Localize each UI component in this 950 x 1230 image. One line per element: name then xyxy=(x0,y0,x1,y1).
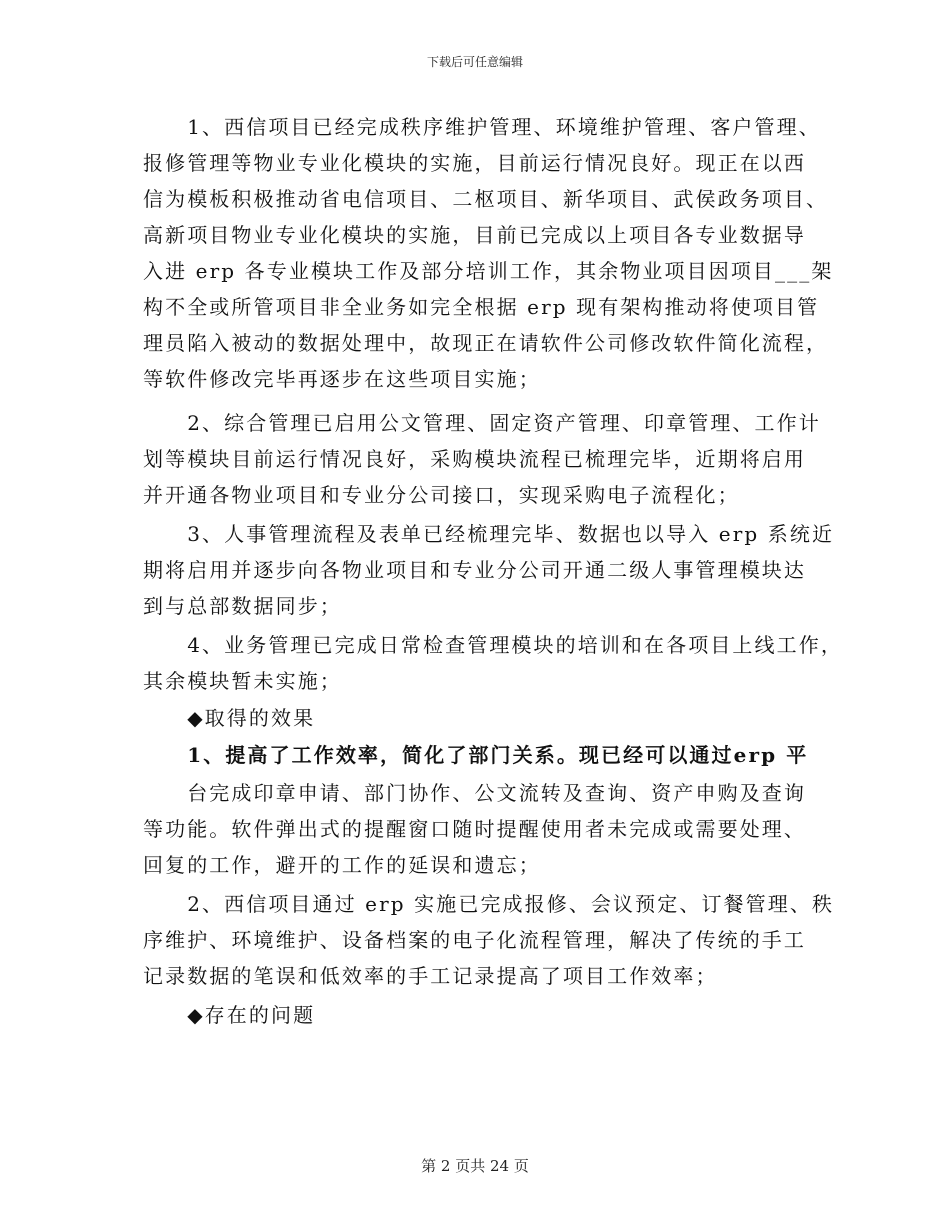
text-line: 信为模板积极推动省电信项目、二枢项目、新华项目、武侯政务项目、 xyxy=(143,187,829,211)
section-heading-results: ◆取得的效果 xyxy=(143,706,316,730)
text-line: 回复的工作，避开的工作的延误和遗忘； xyxy=(143,853,541,877)
bold-text-line: 1、提高了工作效率，简化了部门关系。现已经可以通过erp 平 xyxy=(143,743,809,767)
text-line: 并开通各物业项目和专业分公司接口，实现采购电子流程化； xyxy=(143,483,740,507)
section-heading-problems: ◆存在的问题 xyxy=(143,1003,316,1027)
text-line: 2、综合管理已启用公文管理、固定资产管理、印章管理、工作计 xyxy=(143,411,821,435)
text-line: 构不全或所管项目非全业务如完全根据 erp 现有架构推动将使项目管 xyxy=(143,295,820,319)
text-line: 1、西信项目已经完成秩序维护管理、环境维护管理、客户管理、 xyxy=(143,115,821,139)
text-line: 2、西信项目通过 erp 实施已完成报修、会议预定、订餐管理、秩 xyxy=(143,892,835,916)
text-line: 序维护、环境维护、设备档案的电子化流程管理，解决了传统的手工 xyxy=(143,928,806,952)
text-line: 其余模块暂未实施； xyxy=(143,669,342,693)
page-header: 下载后可任意编辑 xyxy=(426,55,523,69)
text-line: 理员陷入被动的数据处理中，故现正在请软件公司修改软件简化流程， xyxy=(143,331,829,355)
text-line: 期将启用并逐步向各物业项目和专业分公司开通二级人事管理模块达 xyxy=(143,558,806,582)
text-line: 等软件修改完毕再逐步在这些项目实施； xyxy=(143,367,541,391)
text-line: 划等模块目前运行情况良好，采购模块流程已梳理完毕，近期将启用 xyxy=(143,447,806,471)
text-line: 报修管理等物业专业化模块的实施，目前运行情况良好。现正在以西 xyxy=(143,151,806,175)
text-line: 记录数据的笔误和低效率的手工记录提高了项目工作效率； xyxy=(143,964,718,988)
text-line: 3、人事管理流程及表单已经梳理完毕、数据也以导入 erp 系统近 xyxy=(143,522,835,546)
text-line: 到与总部数据同步； xyxy=(143,594,342,618)
text-line: 4、业务管理已完成日常检查管理模块的培训和在各项目上线工作， xyxy=(143,633,843,657)
text-line: 入进 erp 各专业模块工作及部分培训工作，其余物业项目因项目___架 xyxy=(143,259,834,283)
page-footer: 第 2 页共 24 页 xyxy=(421,1157,529,1175)
text-line: 高新项目物业专业化模块的实施，目前已完成以上项目各专业数据导 xyxy=(143,223,806,247)
text-line: 台完成印章申请、部门协作、公文流转及查询、资产申购及查询 xyxy=(143,781,806,805)
text-line: 等功能。软件弹出式的提醒窗口随时提醒使用者未完成或需要处理、 xyxy=(143,817,806,841)
